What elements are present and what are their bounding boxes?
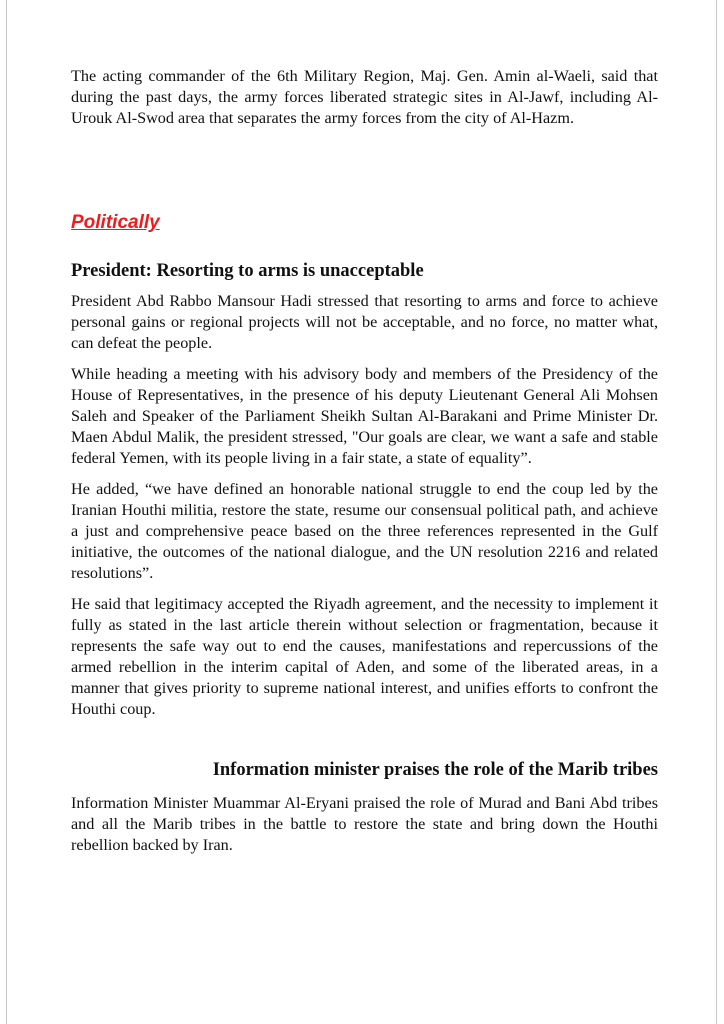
- article-paragraph: Information Minister Muammar Al-Eryani praised the role of Murad and Bani Abd tribes and all the Marib tribes in the battle to restore the state and bring down the Houthi rebellion backed by Iran.: [71, 794, 658, 854]
- article-paragraph: He said that legitimacy accepted the Riyadh agreement, and the necessity to implement it fully as stated in the last article therein without selection or fragmentation, because it represents the safe way out to end the causes, manifestations and repercussions of the armed rebellion in the interim capital of Aden, and some of the liberated areas, in a manner that gives priority to supreme national interest, and unifies efforts to confront the Houthi coup.: [71, 595, 658, 718]
- article-paragraph: While heading a meeting with his advisory body and members of the Presidency of the House of Representatives, in the presence of his deputy Lieutenant General Ali Mohsen Saleh and Speaker of the Parliament Sheikh Sultan Al-Barakani and Prime Minister Dr. Maen Abdul Malik, the president stressed, "Our goals are clear, we want a safe and stable federal Yemen, with its people living in a fair state, a state of equality”.: [71, 365, 658, 467]
- page-content: [71, 66, 658, 856]
- article-paragraph: He added, “we have defined an honorable national struggle to end the coup led by the Iranian Houthi militia, restore the state, resume our consensual political path, and achieve a just and comprehensive peace based on the three references represented in the Gulf initiative, the outcomes of the national dialogue, and the UN resolution 2216 and related resolutions”.: [71, 480, 658, 582]
- article-title-president: President: Resorting to arms is unacceptable: [71, 261, 424, 281]
- intro-paragraph: The acting commander of the 6th Military Region, Maj. Gen. Amin al-Waeli, said that during the past days, the army forces liberated strategic sites in Al-Jawf, including Al-Urouk Al-Swod area that separates the army forces from the city of Al-Hazm.: [71, 67, 658, 127]
- document-page: [6, 0, 717, 1024]
- article-title-information-minister: Information minister praises the role of the Marib tribes: [212, 760, 658, 780]
- article-paragraph: President Abd Rabbo Mansour Hadi stressed that resorting to arms and force to achieve personal gains or regional projects will not be acceptable, and no force, no matter what, can defeat the people.: [71, 292, 658, 352]
- section-heading-politically: Politically: [71, 212, 160, 233]
